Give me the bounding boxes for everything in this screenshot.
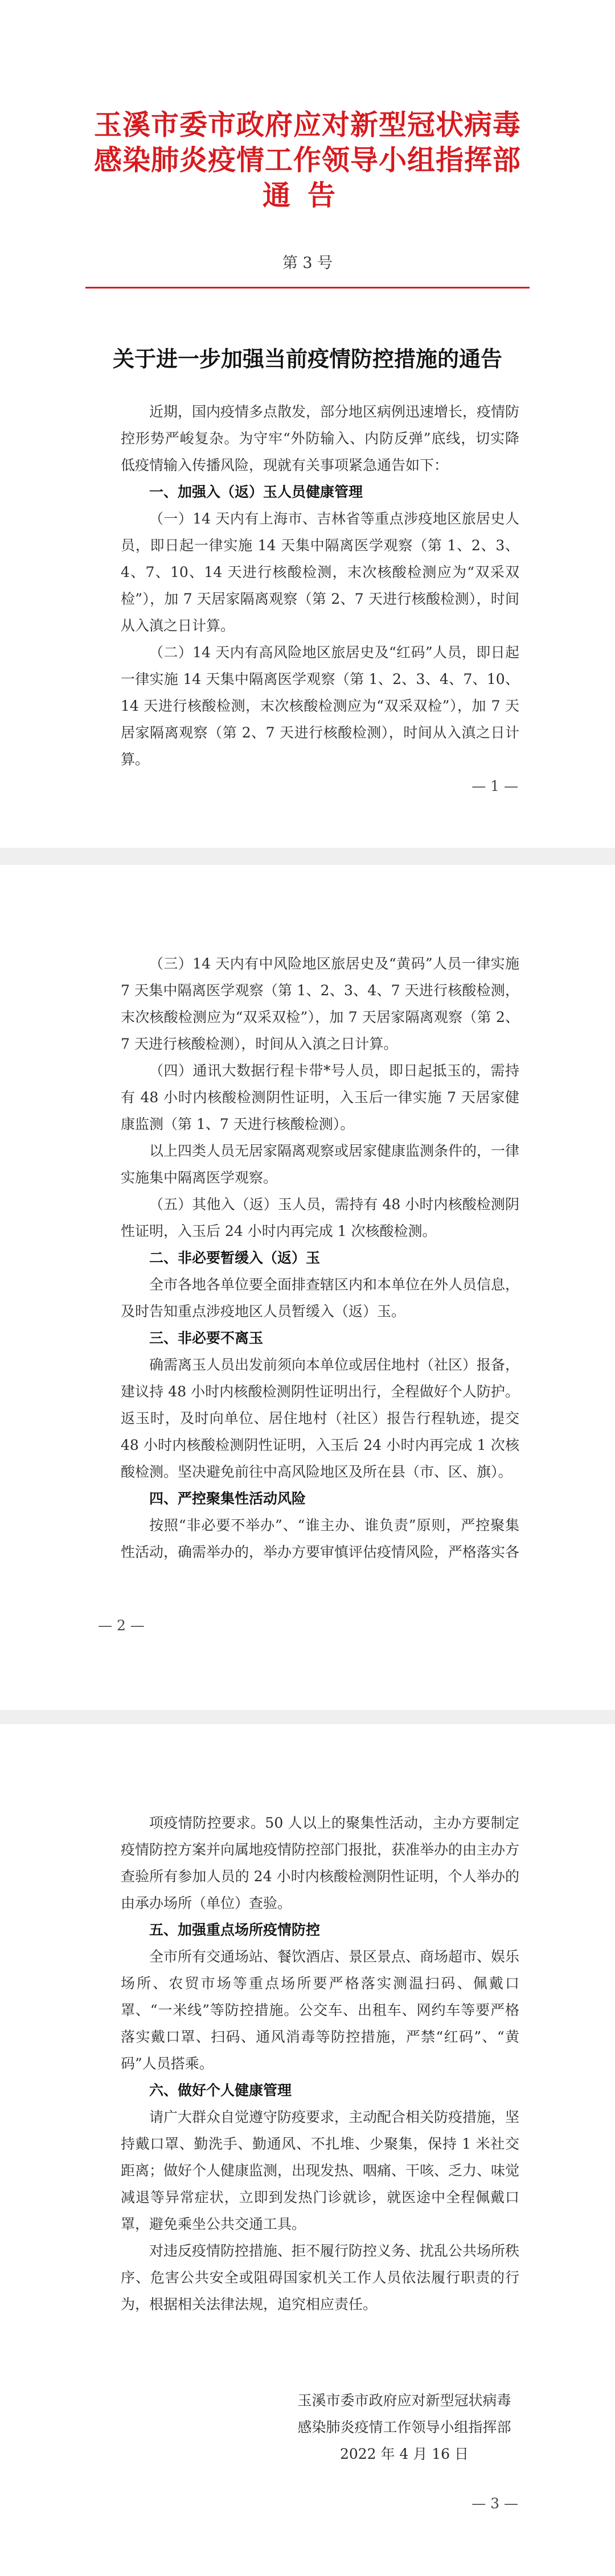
page-number: — 3 —	[472, 2495, 518, 2512]
paragraph: （一）14 天内有上海市、吉林省等重点涉疫地区旅居史人员，即日起一律实施 14 天集中隔离医学观察（第 1、2、3、4、7、10、14 天进行核酸检测，末次核酸检测应为“双采双检”），加 7 天居家隔离观察（第 2、7 天进行核酸检测），时间从入滇之日计算。	[121, 510, 519, 634]
signature-block	[285, 2387, 524, 2467]
page-2-body	[121, 950, 519, 1565]
paragraph: 请广大群众自觉遵守防疫要求，主动配合相关防疫措施，坚持戴口罩、勤洗手、勤通风、不扎堆、少聚集，保持 1 米社交距离；做好个人健康监测，出现发热、咽痛、干咳、乏力、味觉减退等异常症状，立即到发热门诊就诊，就医途中全程佩戴口罩，避免乘坐公共交通工具。	[121, 2109, 520, 2232]
paragraph: 确需离玉人员出发前须向本单位或居住地村（社区）报备，建议持 48 小时内核酸检测阴性证明出行，全程做好个人防护。返玉时，及时向单位、居住地村（社区）报告行程轨迹，提交 48 小时内核酸检测阴性证明，入玉后 24 小时内再完成 1 次核酸检测。坚决避免前往中高风险地区及所在县（市、区、旗）。	[121, 1357, 520, 1480]
document-page-3	[0, 1724, 615, 2576]
document-page-1	[0, 0, 615, 848]
section-heading-2: 二、非必要暂缓入（返）玉	[149, 1250, 321, 1266]
paragraph: （三）14 天内有中风险地区旅居史及“黄码”人员一律实施 7 天集中隔离医学观察（第 1、2、3、4、7 天进行核酸检测，末次核酸检测应为“双采双检”），加 7 天居家隔离观察（第 2、7 天进行核酸检测），时间从入滇之日计算。	[121, 955, 519, 1052]
header-title-line-2: 感染肺炎疫情工作领导小组指挥部	[93, 143, 521, 176]
paragraph: 对违反疫情防控措施、拒不履行防控义务、扰乱公共场所秩序、危害公共安全或阻碍国家机关工作人员依法履行职责的行为，根据相关法律法规，追究相应责任。	[121, 2243, 520, 2313]
document-number: 第 3 号	[282, 254, 333, 272]
paragraph: 全市各地各单位要全面排查辖区内和本单位在外人员信息，及时告知重点涉疫地区人员暂缓入（返）玉。	[121, 1276, 520, 1320]
document-title: 关于进一步加强当前疫情防控措施的通告	[112, 346, 502, 372]
page-3-body	[121, 1810, 519, 2318]
section-heading-1: 一、加强入（返）玉人员健康管理	[149, 484, 363, 500]
section-heading-5: 五、加强重点场所疫情防控	[149, 1922, 321, 1938]
red-divider	[85, 287, 530, 288]
paragraph: 以上四类人员无居家隔离观察或居家健康监测条件的，一律实施集中隔离医学观察。	[121, 1143, 520, 1186]
paragraph: 全市所有交通场站、餐饮酒店、景区景点、商场超市、娱乐场所、农贸市场等重点场所要严格落实测温扫码、佩戴口罩、“一米线”等防控措施。公交车、出租车、网约车等要严格落实戴口罩、扫码、通风消毒等防控措施，严禁“红码”、“黄码”人员搭乘。	[121, 1948, 520, 2072]
paragraph: 按照“非必要不举办”、“谁主办、谁负责”原则，严控聚集性活动，确需举办的，举办方要审慎评估疫情风险，严格落实各	[121, 1517, 520, 1560]
intro-paragraph: 近期，国内疫情多点散发，部分地区病例迅速增长，疫情防控形势严峻复杂。为守牢“外防输入、内防反弹”底线，切实降低疫情输入传播风险，现就有关事项紧急通告如下：	[121, 403, 520, 473]
paragraph: （五）其他入（返）玉人员，需持有 48 小时内核酸检测阴性证明，入玉后 24 小时内再完成 1 次核酸检测。	[121, 1196, 519, 1239]
header-title-line-1: 玉溪市委市政府应对新型冠状病毒	[93, 108, 521, 141]
signature-line-2: 感染肺炎疫情工作领导小组指挥部	[297, 2419, 511, 2435]
signature-line-1: 玉溪市委市政府应对新型冠状病毒	[297, 2392, 511, 2409]
page-1-body	[121, 398, 519, 773]
paragraph: （二）14 天内有高风险地区旅居史及“红码”人员，即日起一律实施 14 天集中隔离医学观察（第 1、2、3、4、7、10、14 天进行核酸检测，末次核酸检测应为“双采双检”），加 7 天居家隔离观察（第 2、7 天进行核酸检测），时间从入滇之日计算。	[121, 644, 519, 768]
section-heading-3: 三、非必要不离玉	[149, 1330, 264, 1346]
header-title-line-3: 通告	[262, 179, 352, 212]
paragraph: （四）通讯大数据行程卡带*号人员，即日起抵玉的，需持有 48 小时内核酸检测阴性证明，入玉后一律实施 7 天居家健康监测（第 1、7 天进行核酸检测）。	[121, 1062, 519, 1132]
document-page-2	[0, 865, 615, 1710]
paragraph: 项疫情防控要求。50 人以上的聚集性活动，主办方要制定疫情防控方案并向属地疫情防控部门报批，获准举办的由主办方查验所有参加人员的 24 小时内核酸检测阴性证明，个人举办的由承办场所（单位）查验。	[121, 1815, 520, 1911]
section-heading-6: 六、做好个人健康管理	[149, 2082, 292, 2099]
page-number: — 1 —	[472, 778, 518, 794]
section-heading-4: 四、严控聚集性活动风险	[149, 1490, 306, 1507]
signature-date: 2022 年 4 月 16 日	[339, 2446, 469, 2462]
page-number: — 2 —	[98, 1617, 145, 1634]
